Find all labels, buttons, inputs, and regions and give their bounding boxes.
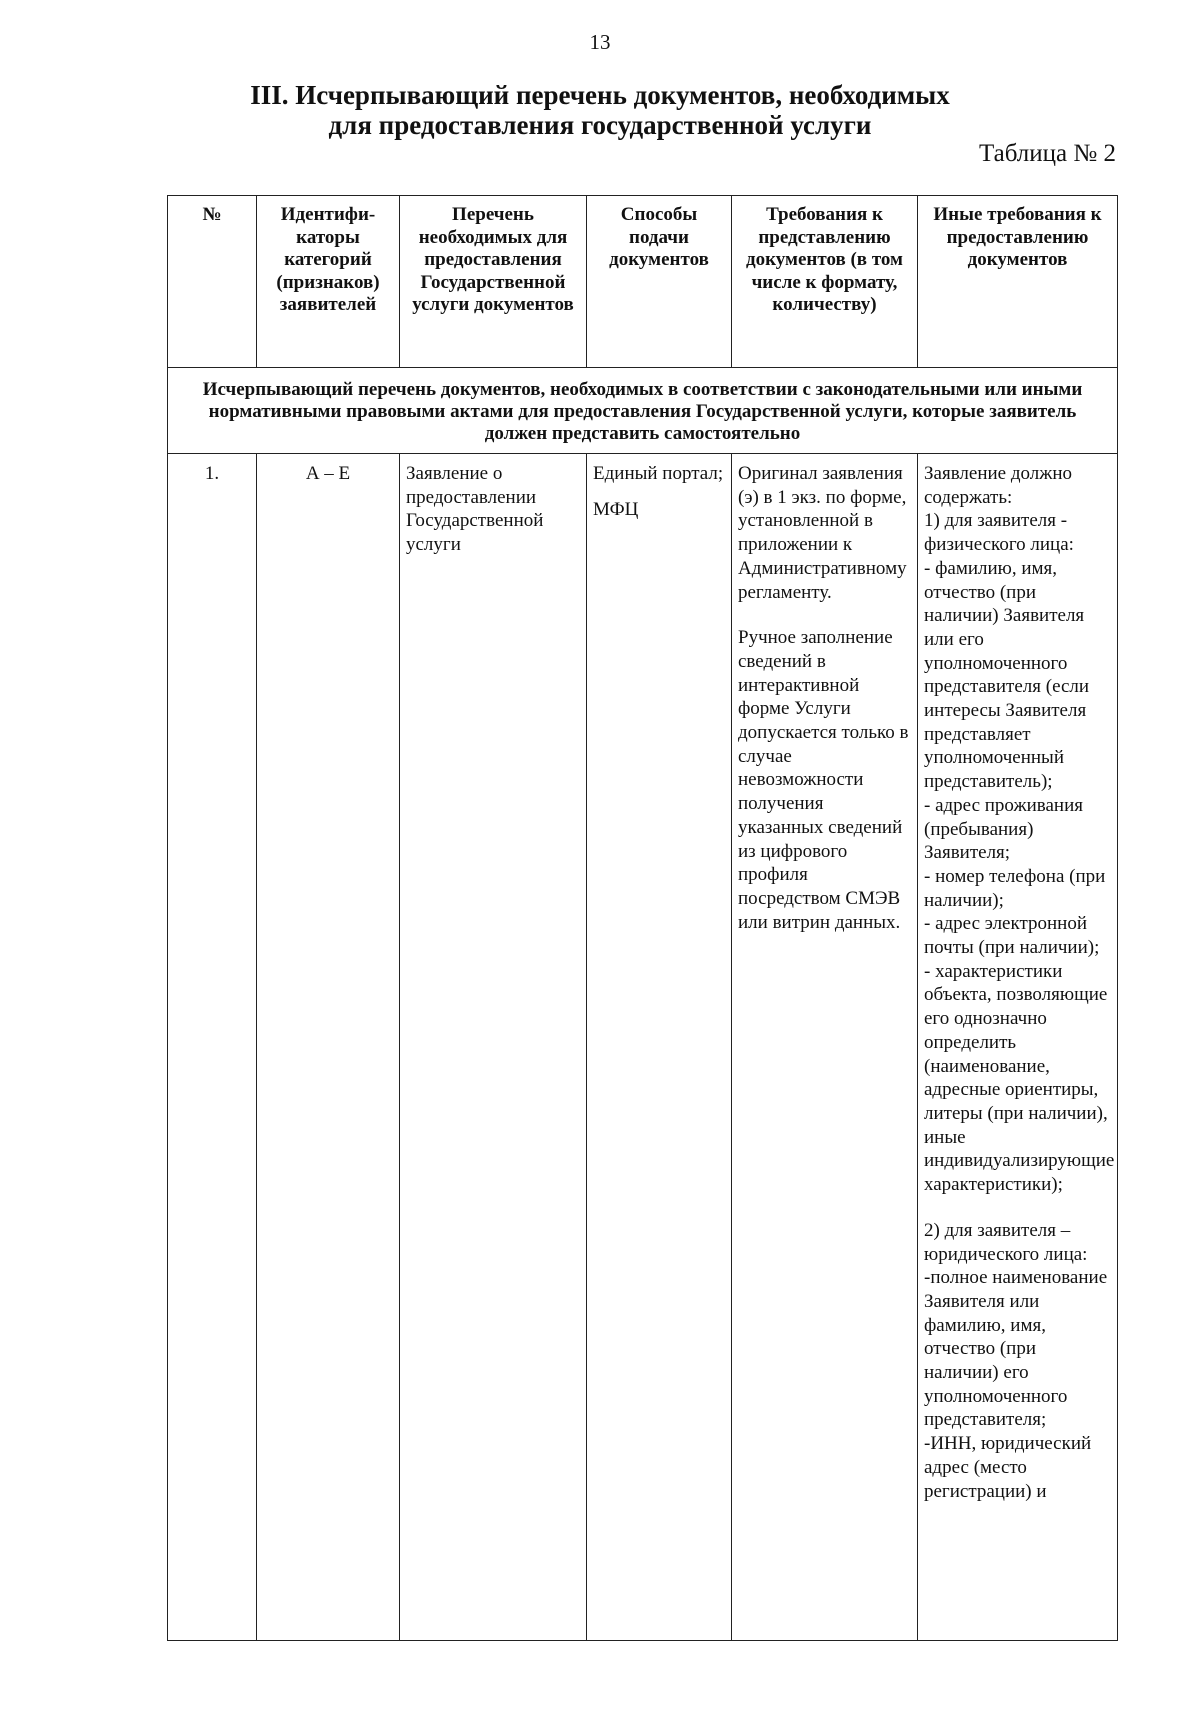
- requirement-paragraph: Ручное заполнение сведений в интерактивной форме Услуги допускается только в случае невозможности получения указанных сведений из цифрового профиля посредством СМЭВ или витрин данных.: [738, 627, 909, 933]
- requirement-paragraph: Оригинал заявления (э) в 1 экз. по форме, установленной в приложении к Административному регламенту.: [738, 463, 907, 603]
- header-other-requirements: Иные требования к предоставлению документов: [918, 196, 1118, 368]
- other-req-item: 2) для заявителя – юридического лица:: [924, 1219, 1088, 1265]
- table-label: Таблица № 2: [978, 140, 1116, 167]
- header-documents: Перечень необходимых для предоставления Государственной услуги документов: [400, 196, 587, 368]
- other-req-item: 1) для заявителя - физического лица:: [924, 510, 1074, 556]
- documents-table: [167, 195, 1118, 1641]
- heading-line-2: для предоставления государственной услуги: [328, 110, 872, 140]
- table-header-row: [168, 196, 1118, 368]
- row-number: 1.: [168, 454, 257, 1641]
- submission-method: МФЦ: [593, 498, 639, 520]
- other-req-item: -полное наименование Заявителя или фамилию, имя, отчество (при наличии) его уполномоченного представителя;: [924, 1267, 1108, 1431]
- section-title: Исчерпывающий перечень документов, необходимых в соответствии с законодательными или иными нормативными правовыми актами для предоставления Государственной услуги, которые заявитель должен представить самостоятельно: [168, 368, 1118, 454]
- other-req-item: - адрес проживания (пребывания) Заявителя;: [924, 794, 1083, 864]
- row-submission: [587, 454, 732, 1641]
- other-req-item: Заявление должно содержать:: [924, 463, 1073, 508]
- header-number: №: [168, 196, 257, 368]
- row-document: Заявление о предоставлении Государственной услуги: [400, 454, 587, 1641]
- header-requirements: Требования к представлению документов (в том числе к формату, количеству): [732, 196, 918, 368]
- other-req-item: - адрес электронной почты (при наличии);: [924, 913, 1100, 959]
- row-categories: А – Е: [257, 454, 400, 1641]
- row-other-requirements: [918, 454, 1118, 1641]
- header-submission-methods: Способы подачи документов: [587, 196, 732, 368]
- section-heading: [180, 80, 1020, 140]
- heading-line-1: III. Исчерпывающий перечень документов, необходимых: [250, 80, 950, 110]
- page-number: 13: [589, 30, 611, 54]
- table-row: [168, 454, 1118, 1641]
- other-req-item: - характеристики объекта, позволяющие его однозначно определить (наименование, адресные ориентиры, литеры (при наличии), иные индивидуализирующие характеристики);: [924, 960, 1115, 1196]
- other-req-item: - номер телефона (при наличии);: [924, 865, 1106, 911]
- submission-method: Единый портал;: [593, 463, 724, 484]
- section-row: [168, 368, 1118, 454]
- other-req-item: - фамилию, имя, отчество (при наличии) Заявителя или его уполномоченного представителя (если интересы Заявителя представляет уполномоченный представитель);: [924, 557, 1090, 793]
- row-requirements: [732, 454, 918, 1641]
- header-categories: Идентифи-каторы категорий (признаков) заявителей: [257, 196, 400, 368]
- other-req-item: -ИНН, юридический адрес (место регистрации) и: [924, 1433, 1092, 1502]
